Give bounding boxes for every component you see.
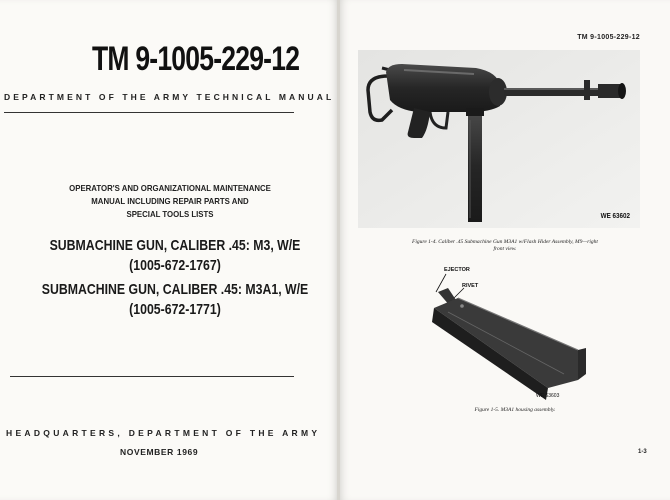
department-line: DEPARTMENT OF THE ARMY TECHNICAL MANUAL — [4, 92, 335, 102]
photo-code: WE 63602 — [600, 213, 631, 220]
figure-1-4-caption — [370, 239, 640, 253]
gun-m3-nsn: (1005-672-1767) — [129, 257, 221, 274]
right-page — [340, 0, 670, 500]
maintenance-line-2: MANUAL INCLUDING REPAIR PARTS AND — [91, 196, 249, 206]
maintenance-line-3: SPECIAL TOOLS LISTS — [126, 209, 214, 219]
figure-1-4-caption-line-1: Figure 1-4. Caliber .45 Submachine Gun M3A1 w/Flash Hider Assembly, M9—right — [412, 239, 598, 245]
housing-drawing — [428, 262, 588, 404]
gun-m3a1-block — [36, 280, 313, 320]
page-number: 1-3 — [638, 449, 647, 455]
headquarters-line: HEADQUARTERS, DEPARTMENT OF THE ARMY — [6, 428, 321, 438]
maintenance-title — [32, 182, 308, 221]
header-tm-number: TM 9-1005-229-12 — [577, 34, 640, 41]
figure-1-4-caption-line-2: front view. — [493, 246, 517, 252]
publication-date: NOVEMBER 1969 — [120, 447, 199, 457]
gun-m3-block — [36, 236, 313, 276]
top-rule — [4, 112, 294, 113]
housing-assembly-illustration — [428, 262, 588, 404]
submachine-gun-illustration — [358, 50, 640, 228]
figure-1-5-caption: Figure 1-5. M3A1 housing assembly. — [474, 407, 556, 413]
ejector-label: EJECTOR — [444, 267, 470, 273]
rivet-label: RIVET — [462, 283, 479, 289]
gun-m3a1-title: SUBMACHINE GUN, CALIBER .45: M3A1, W/E — [41, 281, 309, 298]
submachine-gun-photo — [358, 50, 640, 228]
housing-code: WE 63603 — [536, 393, 560, 399]
gun-m3a1-nsn: (1005-672-1771) — [129, 301, 221, 318]
maintenance-line-1: OPERATOR'S AND ORGANIZATIONAL MAINTENANCE — [69, 183, 271, 193]
tm-number: TM 9-1005-229-12 — [92, 40, 300, 78]
gun-m3-title: SUBMACHINE GUN, CALIBER .45: M3, W/E — [49, 237, 301, 254]
bottom-rule — [10, 376, 294, 377]
